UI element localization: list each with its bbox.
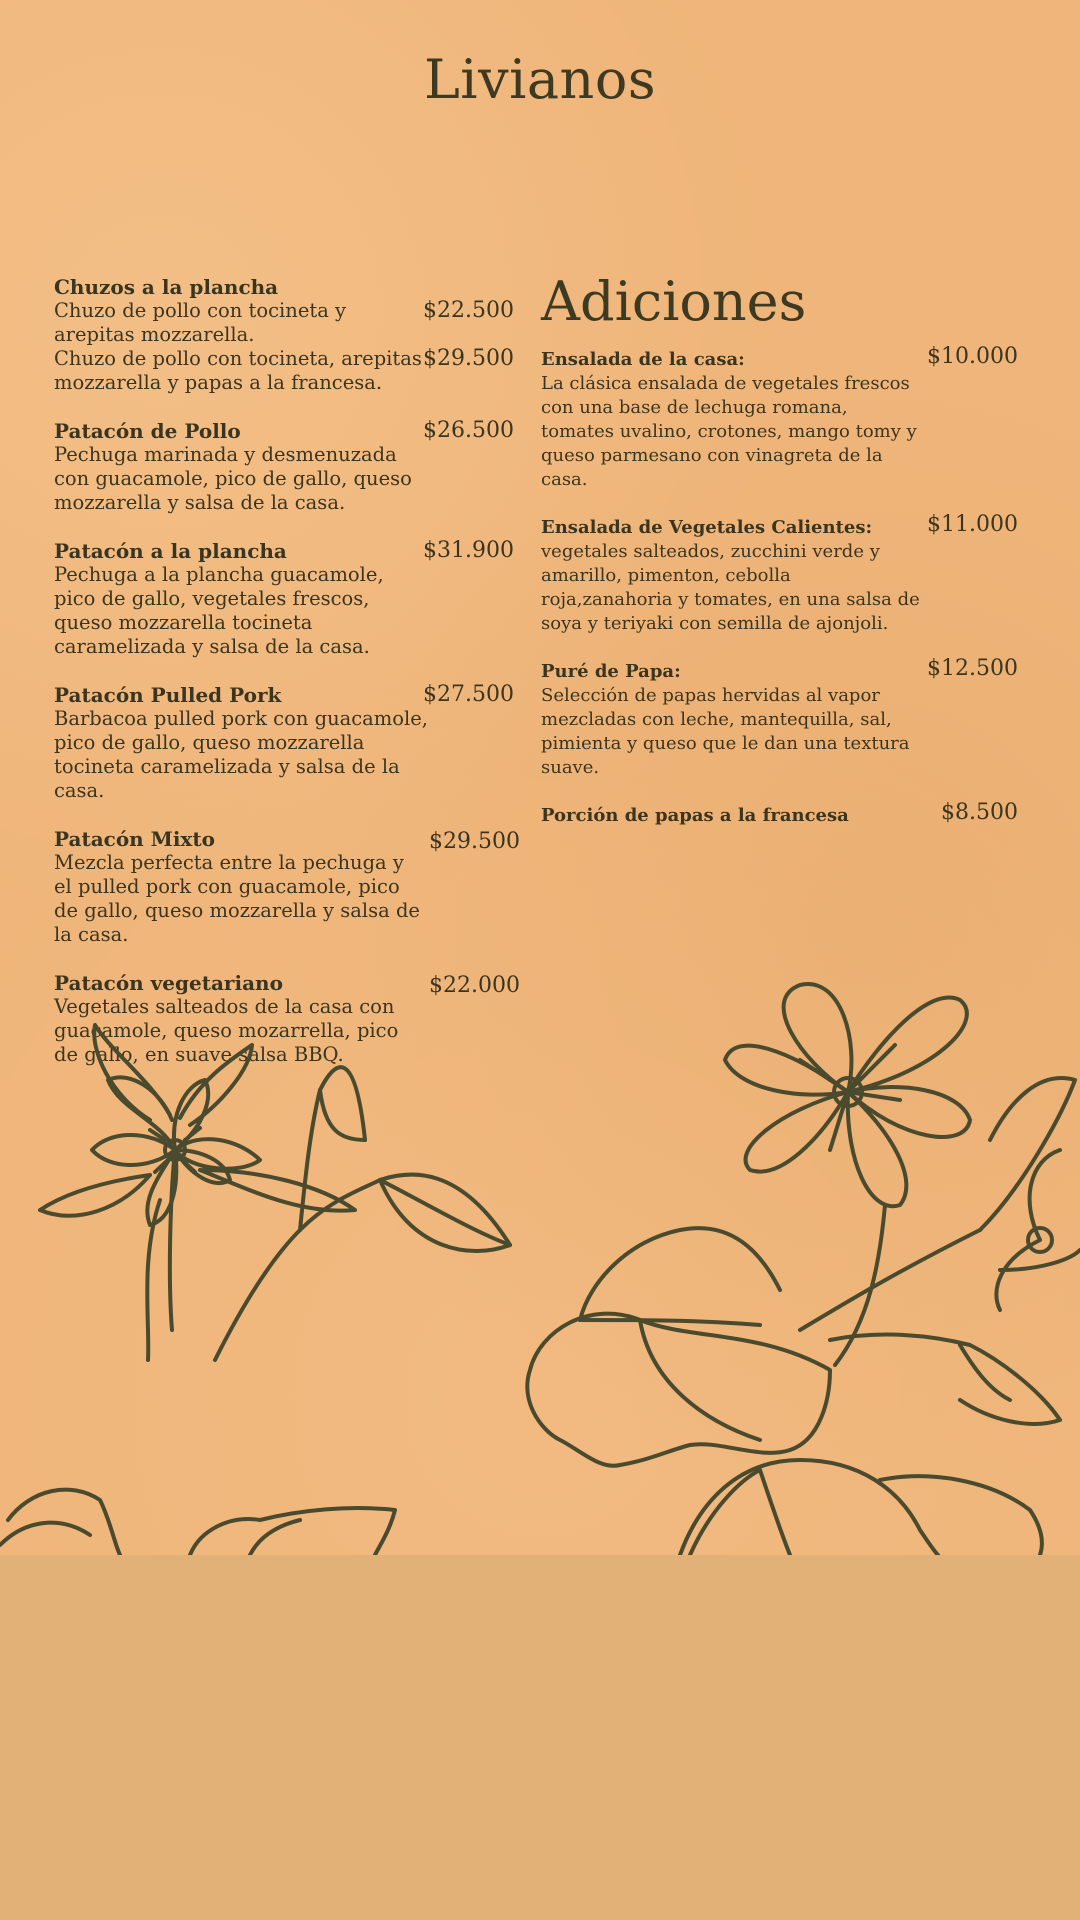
item-name: Patacón Pulled Pork xyxy=(54,683,282,707)
menu-item xyxy=(541,512,1018,636)
menu-item xyxy=(541,344,1018,492)
item-name: Patacón a la plancha xyxy=(54,539,287,563)
item-price: $31.900 xyxy=(423,538,514,563)
item-description: Pechuga marinada y desmenuzada con guacamole, pico de gallo, queso mozzarella y salsa de la casa. xyxy=(54,443,412,514)
menu-item xyxy=(54,827,520,947)
item-description: Chuzo de pollo con tocineta, arepitas mozzarella y papas a la francesa. xyxy=(54,347,422,394)
floral-illustration xyxy=(0,960,1080,1555)
columbine-flower-icon xyxy=(0,1025,510,1555)
item-description: Barbacoa pulled pork con guacamole, pico de gallo, queso mozzarella tocineta caramelizada y salsa de la casa. xyxy=(54,707,429,802)
item-description: Vegetales salteados de la casa con guacamole, queso mozarrella, pico de gallo, en suave salsa BBQ. xyxy=(54,995,399,1066)
item-price: $22.500 xyxy=(423,298,514,323)
item-price: $26.500 xyxy=(423,418,514,443)
menu-item xyxy=(54,419,514,515)
item-variant xyxy=(54,347,514,395)
livianos-list xyxy=(54,275,520,1067)
menu-item xyxy=(541,656,1018,780)
menu-item xyxy=(54,683,514,803)
item-description: Pechuga a la plancha guacamole, pico de gallo, vegetales frescos, queso mozzarella tocineta caramelizada y salsa de la casa. xyxy=(54,563,384,658)
item-description: Mezcla perfecta entre la pechuga y el pulled pork con guacamole, pico de gallo, queso mozzarella y salsa de la casa. xyxy=(54,851,420,946)
item-name: Puré de Papa: xyxy=(541,661,681,682)
item-name: Patacón de Pollo xyxy=(54,419,241,443)
item-variant xyxy=(54,299,514,347)
item-price: $27.500 xyxy=(423,682,514,707)
menu-item xyxy=(54,539,514,659)
item-name: Ensalada de la casa: xyxy=(541,349,745,370)
item-price: $22.000 xyxy=(429,973,520,998)
item-description: vegetales salteados, zucchini verde y amarillo, pimenton, cebolla roja,zanahoria y tomates, en una salsa de soya y teriyaki con semilla de ajonjoli. xyxy=(541,541,920,634)
page-title: Livianos xyxy=(423,48,657,111)
poppy-flower-icon xyxy=(527,984,1080,1555)
item-name: Chuzos a la plancha xyxy=(54,275,279,299)
menu-item xyxy=(541,800,1018,828)
item-name: Patacón vegetariano xyxy=(54,971,283,995)
item-price: $29.500 xyxy=(429,829,520,854)
item-price: $29.500 xyxy=(423,346,514,371)
section-title: Adiciones xyxy=(541,270,807,333)
item-price: $8.500 xyxy=(941,800,1018,825)
item-name: Ensalada de Vegetales Calientes: xyxy=(541,517,873,538)
item-description: Chuzo de pollo con tocineta y arepitas mozzarella. xyxy=(54,299,347,346)
item-name: Patacón Mixto xyxy=(54,827,215,851)
item-description: Selección de papas hervidas al vapor mezcladas con leche, mantequilla, sal, pimienta y queso que le dan una textura suave. xyxy=(541,685,910,778)
item-price: $10.000 xyxy=(927,344,1018,369)
adiciones-section xyxy=(541,270,1018,828)
item-name: Porción de papas a la francesa xyxy=(541,805,849,826)
menu-item-chuzos xyxy=(54,275,514,395)
item-price: $11.000 xyxy=(927,512,1018,537)
item-price: $12.500 xyxy=(927,656,1018,681)
item-description: La clásica ensalada de vegetales frescos con una base de lechuga romana, tomates uvalino, crotones, mango tomy y queso parmesano con vinagreta de la casa. xyxy=(541,373,917,490)
